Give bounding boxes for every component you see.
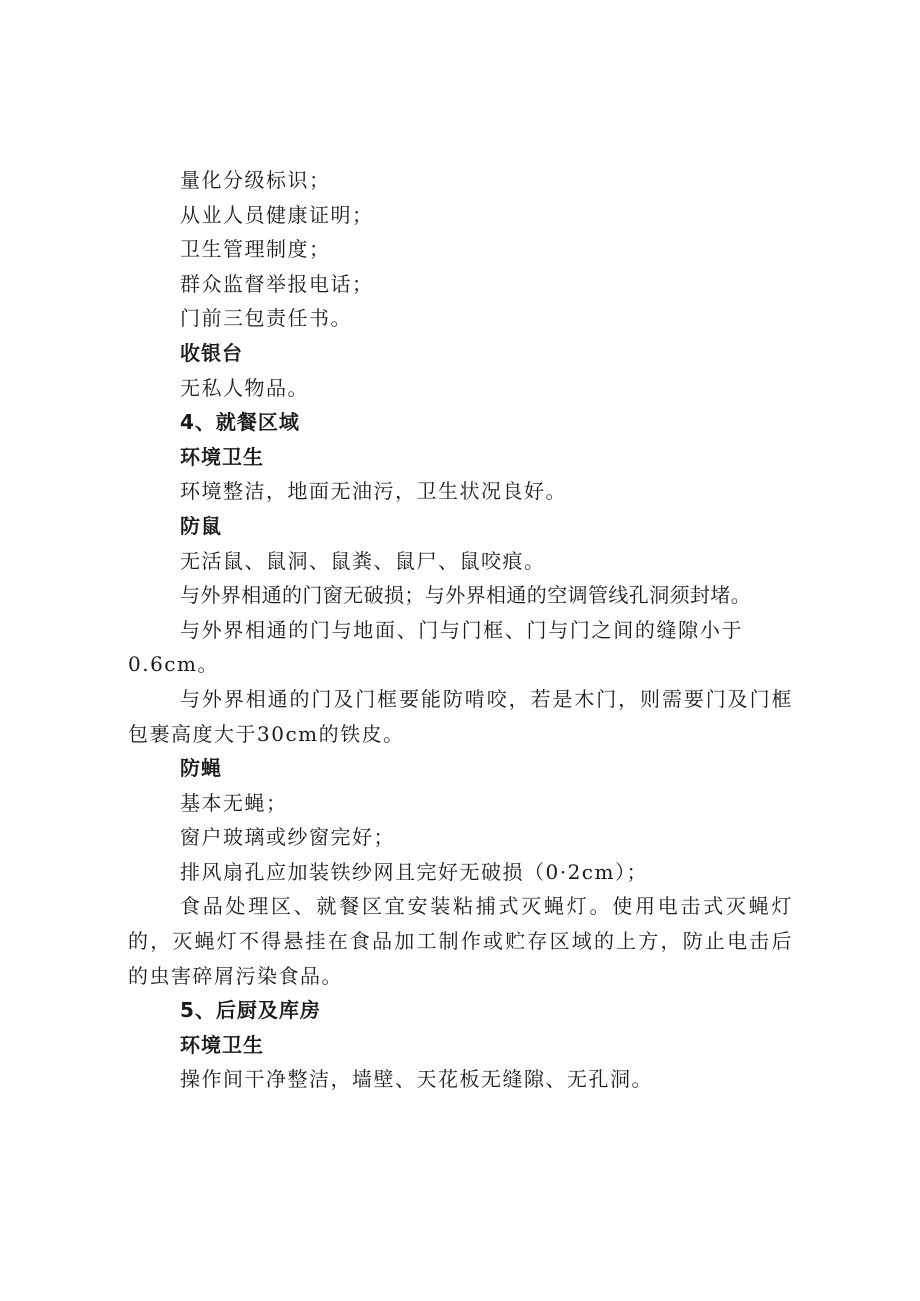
environment-text: 环境整洁，地面无油污，卫生状况良好。 (180, 479, 567, 504)
subheading-environment-2: 环境卫生 (180, 1032, 264, 1057)
rodent-line: 无活鼠、鼠洞、鼠粪、鼠尸、鼠咬痕。 (180, 548, 546, 573)
list-item: 门前三包责任书。 (180, 306, 352, 331)
environment-text-2: 操作间干净整洁，墙壁、天花板无缝隙、无孔洞。 (180, 1067, 653, 1092)
fly-line: 窗户玻璃或纱窗完好； (180, 825, 395, 850)
list-item: 从业人员健康证明； (180, 202, 374, 227)
list-item: 量化分级标识； (180, 168, 331, 192)
rodent-paragraph: 与外界相通的门与地面、门与门框、门与门之间的缝隙小于0.6cm。 (128, 617, 743, 677)
subheading-cashier: 收银台 (180, 340, 243, 365)
fly-line: 基本无蝇； (180, 790, 288, 815)
section-4-title: 4、就餐区域 (180, 410, 300, 435)
subheading-fly: 防蝇 (180, 756, 222, 781)
fly-line: 排风扇孔应加装铁纱网且完好无破损（0·2cm）； (180, 859, 648, 884)
list-item: 群众监督举报电话； (180, 271, 374, 296)
cashier-text: 无私人物品。 (180, 375, 309, 400)
rodent-paragraph: 与外界相通的门及门框要能防啃咬，若是木门，则需要门及门框包裹高度大于30cm的铁皮。 (128, 686, 793, 746)
section-5-title: 5、后厨及库房 (180, 998, 321, 1023)
subheading-rodent: 防鼠 (180, 513, 222, 538)
fly-paragraph: 食品处理区、就餐区宜安装粘捕式灭蝇灯。使用电击式灭蝇灯的，灭蝇灯不得悬挂在食品加工制作或贮存区域的上方，防止电击后的虫害碎屑污染食品。 (128, 894, 793, 988)
subheading-environment: 环境卫生 (180, 444, 264, 469)
rodent-line: 与外界相通的门窗无破损；与外界相通的空调管线孔洞须封堵。 (180, 583, 752, 608)
list-item: 卫生管理制度； (180, 237, 331, 262)
document-body (128, 163, 793, 1097)
